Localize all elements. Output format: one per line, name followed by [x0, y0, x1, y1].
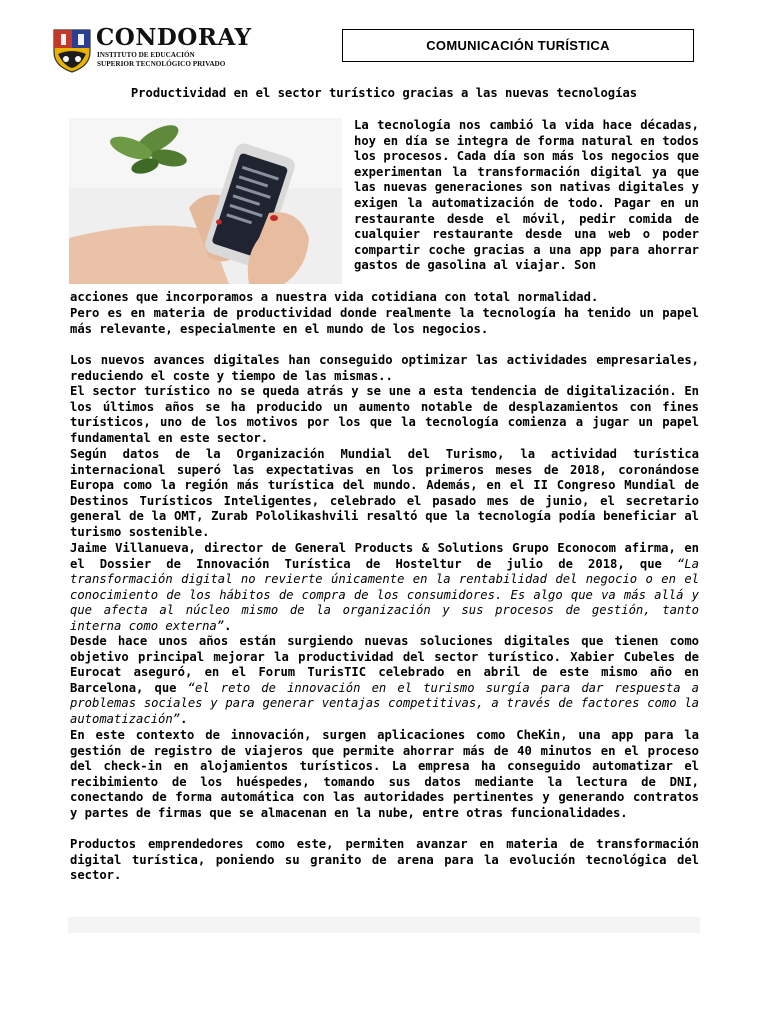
paragraph-7	[70, 634, 699, 728]
paragraph-6	[70, 541, 699, 635]
paragraph-7-quote: “el reto de innovación en el turismo surgía para dar respuesta a problemas sociales y para generar ventajas competitivas, a través de factores como la automatización”	[70, 680, 699, 726]
paragraph-3: Los nuevos avances digitales han conseguido optimizar las actividades empresariales, reduciendo el coste y tiempo de las mismas..	[70, 353, 699, 383]
hands-holding-smartphone-image	[69, 118, 342, 284]
section-header-box: COMUNICACIÓN TURÍSTICA	[342, 29, 694, 62]
footer-bar	[68, 917, 700, 933]
paragraph-8: En este contexto de innovación, surgen aplicaciones como CheKin, una app para la gestión de registro de viajeros que permite ahorrar más de 40 minutos en el proceso del check-in en alojamientos turísticos. La empresa ha conseguido automatizar el recibimiento de los huéspedes, tomando sus datos mediante la lectura de DNI, conectando de forma automática con las autoridades pertinentes y generando contratos y partes de firmas que se almacenan en la nube, entre otras funcionalidades.	[70, 728, 699, 820]
paragraph-6-end: .	[224, 618, 232, 633]
logo-subtitle-line1: INSTITUTO DE EDUCACIÓN	[97, 51, 195, 59]
institution-logo	[52, 24, 252, 78]
logo-subtitle-line2: SUPERIOR TECNOLÓGICO PRIVADO	[97, 60, 226, 68]
document-title: Productividad en el sector turístico gracias a las nuevas tecnologías	[130, 86, 638, 100]
paragraph-5: Según datos de la Organización Mundial del Turismo, la actividad turística internacional superó las expectativas en los primeros meses de 2018, coronándose Europa como la región más turística del mundo. Además, en el II Congreso Mundial de Destinos Turísticos Inteligentes, celebrado el pasado mes de junio, el secretario general de la OMT, Zurab Pololikashvili resaltó que la tecnología podía beneficiar al turismo sostenible.	[70, 447, 699, 539]
paragraph-2: Pero es en materia de productividad donde realmente la tecnología ha tenido un papel más relevante, especialmente en el mundo de los negocios.	[70, 306, 699, 336]
paragraph-1-wrapped: La tecnología nos cambió la vida hace décadas, hoy en día se integra de forma natural en todos los procesos. Cada día son más los negocios que experimentan la transformación digital ya que las nuevas generaciones son nativas digitales y exigen la automatización de todo. Pagar en un restaurante desde el móvil, pedir comida de cualquier restaurante desde una web o poder compartir coche gracias a una app para ahorrar gastos de gasolina al viajar. Son	[354, 118, 699, 273]
paragraph-7-intro: Desde hace unos años están surgiendo nuevas soluciones digitales que tienen como objetivo principal mejorar la productividad del sector turístico. Xabier Cubeles de Eurocat aseguró, en el Forum TurisTIC celebrado en abril de este mismo año en Barcelona, que	[70, 634, 699, 695]
paragraph-1-tail: acciones que incorporamos a nuestra vida cotidiana con total normalidad.	[70, 290, 599, 304]
paragraph-6-intro: Jaime Villanueva, director de General Products & Solutions Grupo Econocom afirma, en el Dossier de Innovación Turística de Hosteltur de julio de 2018, que	[70, 541, 699, 571]
paragraph-9: Productos emprendedores como este, permiten avanzar en materia de transformación digital turística, poniendo su granito de arena para la evolución tecnológica del sector.	[70, 837, 699, 883]
logo-name: CONDORAY	[96, 24, 252, 51]
paragraph-4: El sector turístico no se queda atrás y se une a esta tendencia de digitalización. En los últimos años se ha producido un aumento notable de desplazamientos con fines turísticos, uno de los motivos por los que la tecnología comienza a jugar un papel fundamental en este sector.	[70, 384, 699, 445]
paragraph-6-quote: “La transformación digital no revierte únicamente en la rentabilidad del negocio o en el conocimiento de los hábitos de compra de los consumidores. Es algo que va más allá y que afecta al núcleo mismo de la organización y sus procesos de gestión, tanto interna como externa”	[70, 556, 699, 633]
paragraph-7-end: .	[180, 711, 188, 726]
shield-crest-icon	[52, 28, 92, 74]
